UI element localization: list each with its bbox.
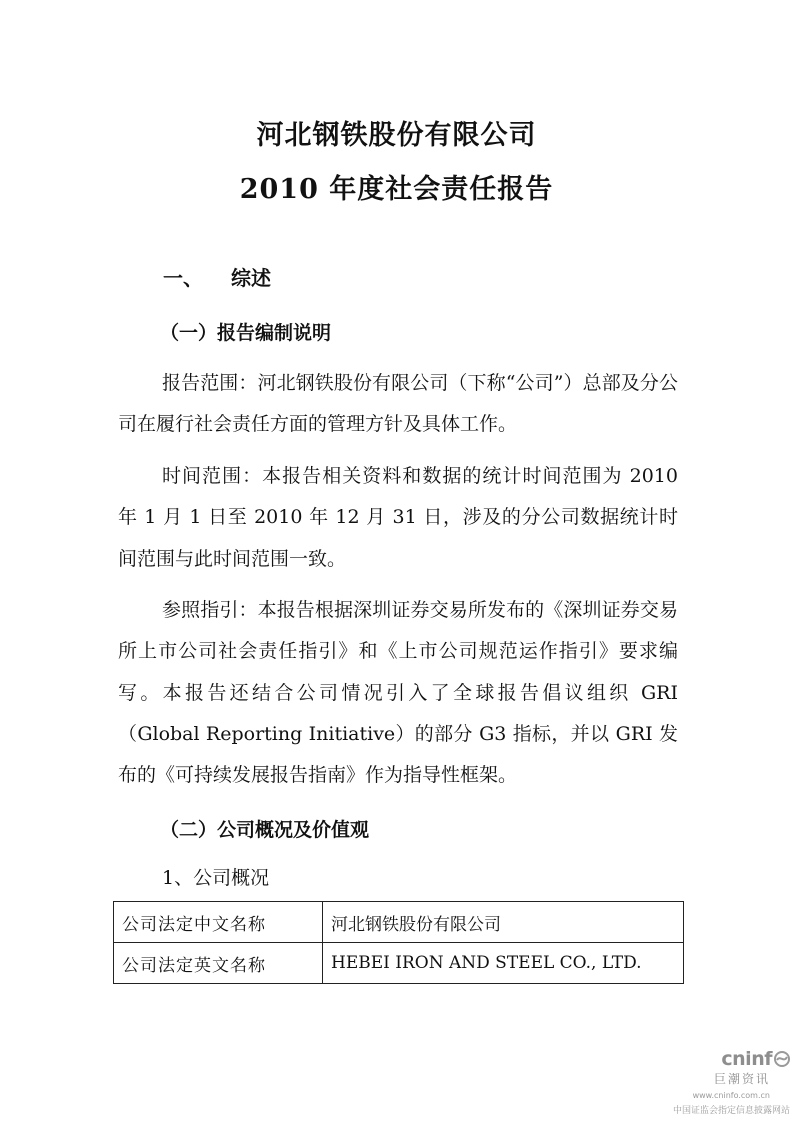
table-row — [114, 943, 684, 984]
subsection-heading-company-overview: （二）公司概况及价值观 — [160, 819, 370, 841]
cninfo-url: www.cninfo.com.cn — [692, 1091, 770, 1100]
paragraph-report-scope: 报告范围：河北钢铁股份有限公司（下称“公司”）总部及分公司在履行社会责任方面的管理方针及具体工作。 — [118, 372, 678, 436]
cninfo-name-cn: 巨潮资讯 — [713, 1072, 770, 1086]
table-cell-label: 公司法定英文名称 — [114, 943, 323, 984]
table-row — [114, 902, 684, 943]
subsection-heading-report-notes: （一）报告编制说明 — [160, 322, 332, 344]
report-title: 2010 年度社会责任报告 — [239, 174, 554, 205]
section-number: 一、 — [163, 266, 203, 290]
item-heading-company-profile: 1、公司概况 — [162, 867, 270, 889]
section-title: 综述 — [231, 266, 271, 290]
cninfo-tagline: 中国证监会指定信息披露网站 — [672, 1106, 790, 1116]
swirl-icon — [774, 1051, 790, 1067]
table-cell-label: 公司法定中文名称 — [114, 902, 323, 943]
report-company-title: 河北钢铁股份有限公司 — [256, 120, 537, 151]
section-heading-overview — [163, 262, 271, 291]
paragraph-reference-guidelines: 参照指引：本报告根据深圳证券交易所发布的《深圳证券交易所上市公司社会责任指引》和《上市公司规范运作指引》要求编写。本报告还结合公司情况引入了全球报告倡议组织 GRI（Global Reporting Initiative）的部分 G3 指标，并以 GRI 发布的《可持续发展报告指南》作为指导性框架。 — [118, 599, 678, 787]
table-cell-value: HEBEI IRON AND STEEL CO., LTD. — [323, 943, 684, 984]
table-cell-value: 河北钢铁股份有限公司 — [323, 902, 684, 943]
paragraph-time-scope: 时间范围：本报告相关资料和数据的统计时间范围为 2010 年 1 月 1 日至 2010 年 12 月 31 日，涉及的分公司数据统计时间范围与此时间范围一致。 — [118, 465, 678, 570]
company-info-table — [113, 901, 684, 984]
cninfo-watermark — [640, 1048, 790, 1116]
cninfo-brand-text: cninf — [721, 1048, 772, 1070]
cninfo-logo — [640, 1048, 790, 1070]
